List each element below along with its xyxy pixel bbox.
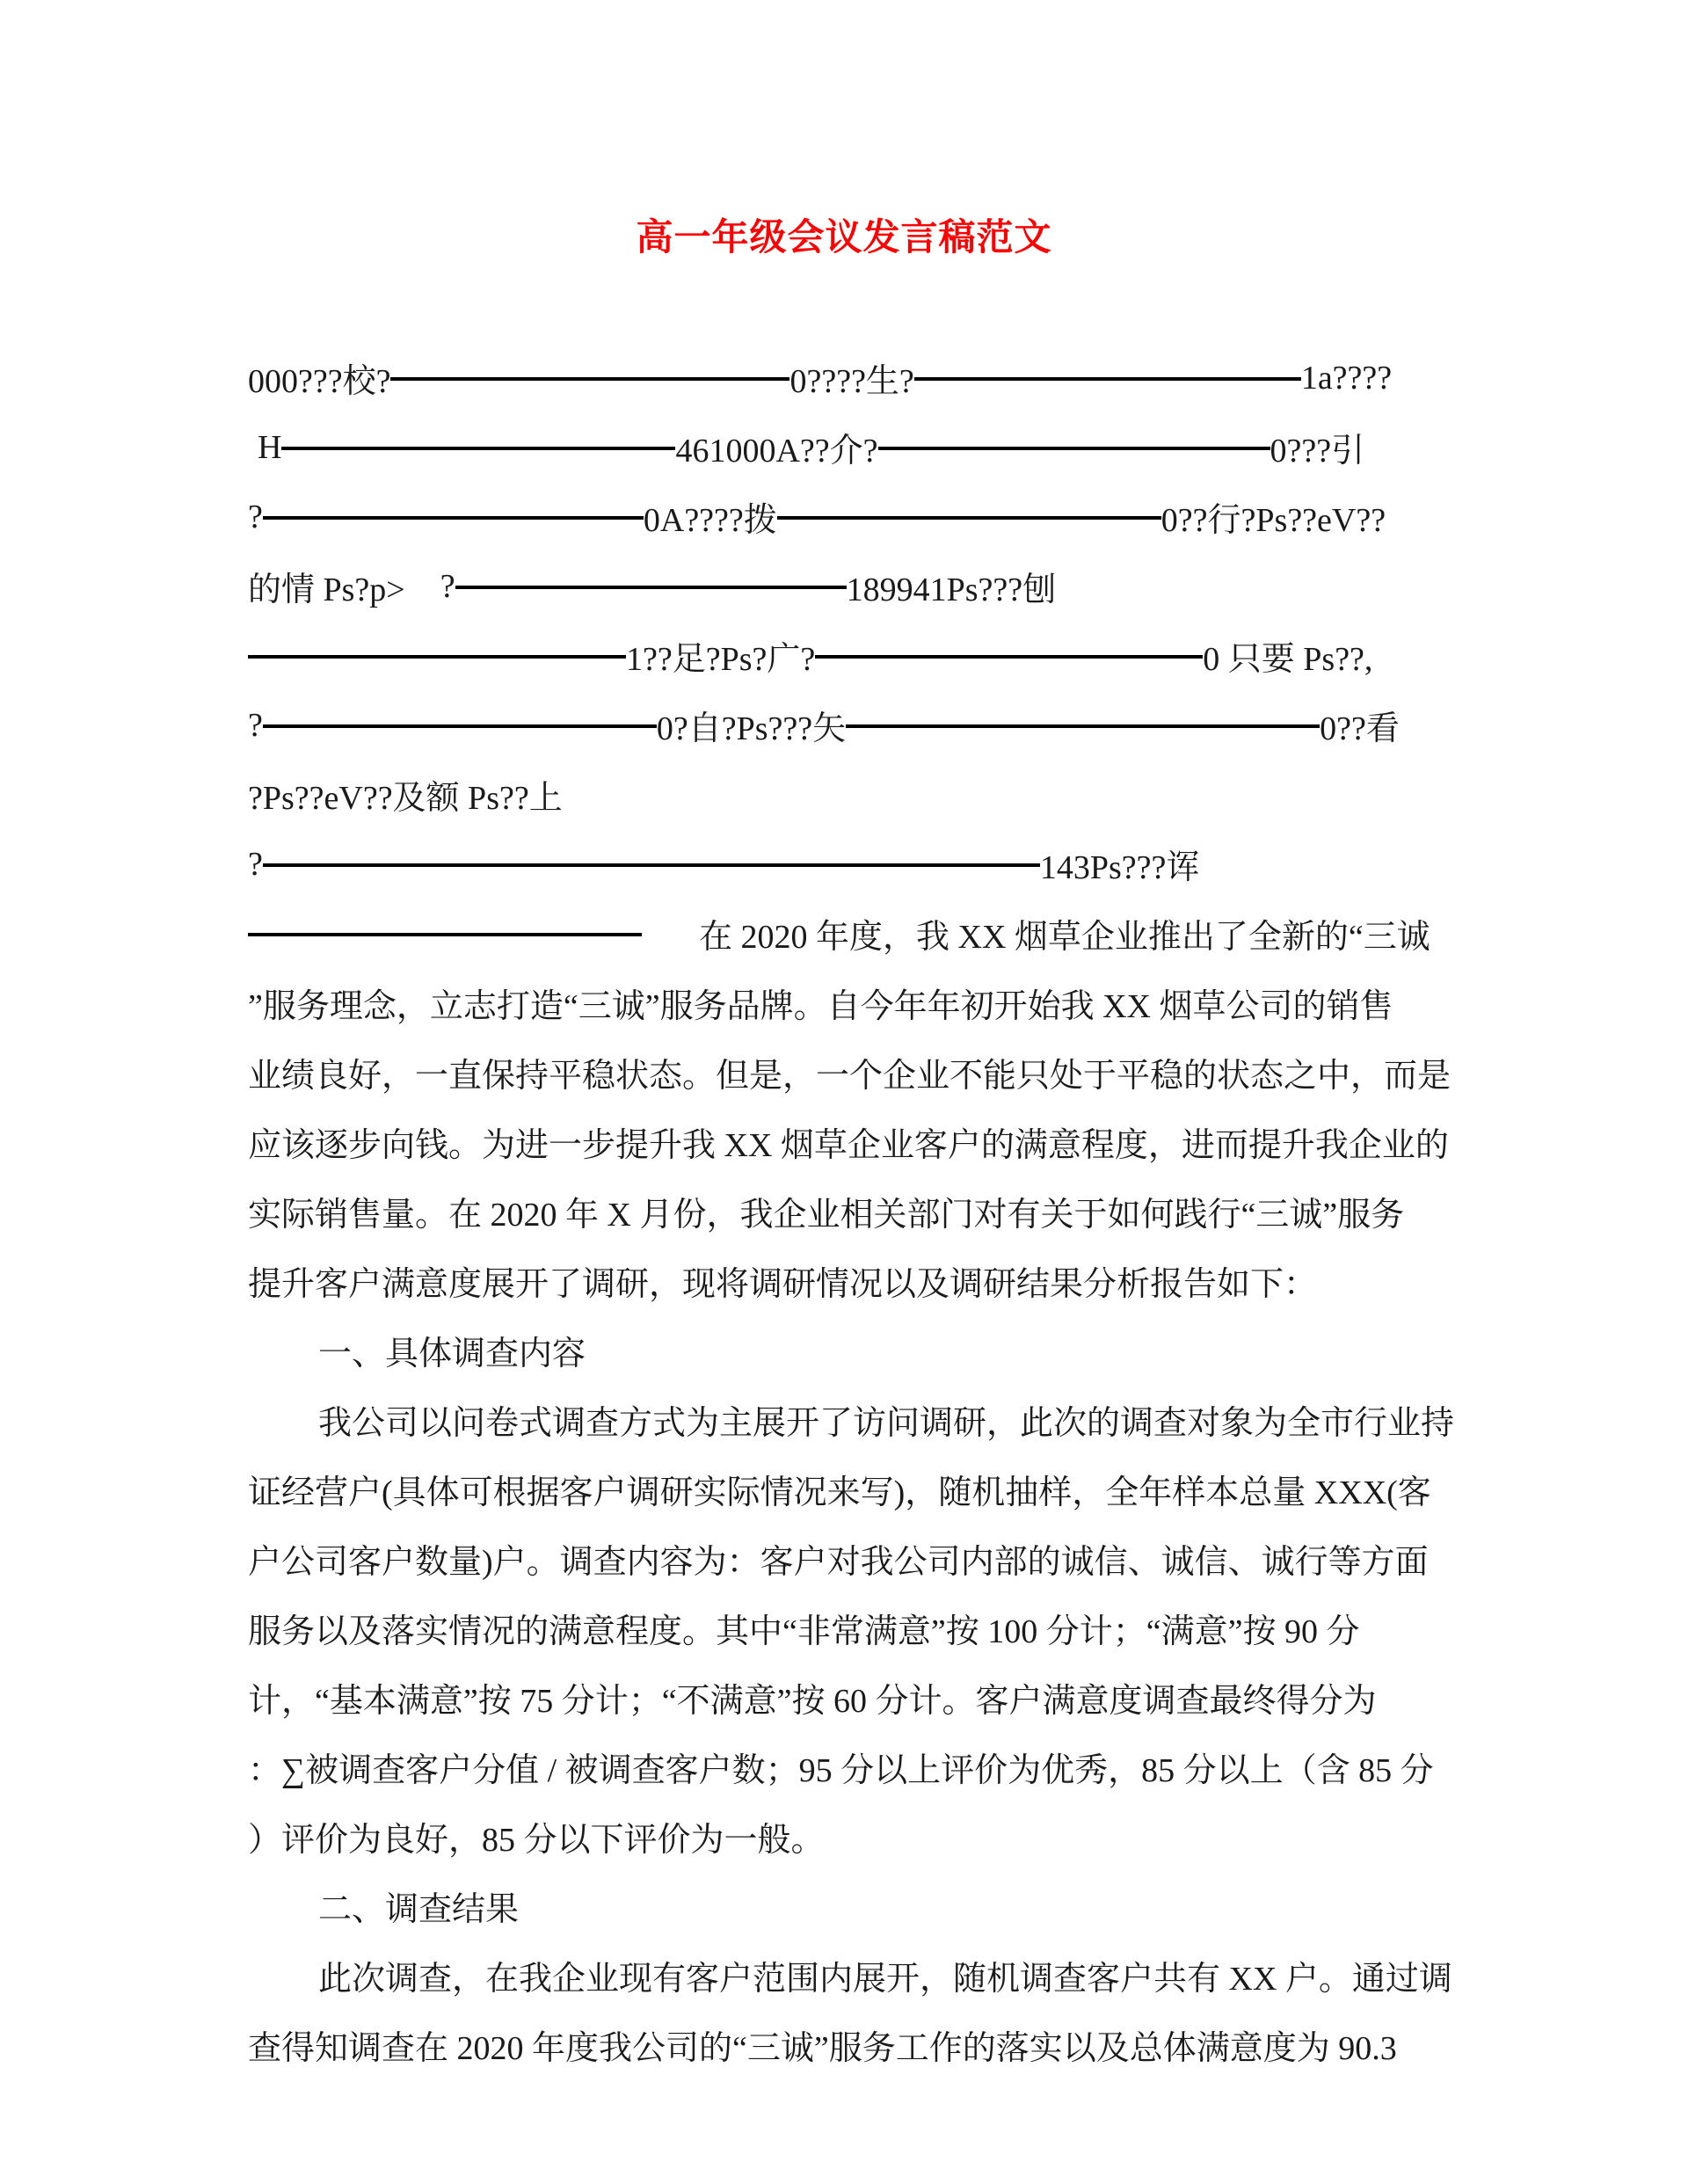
- text-line: [248, 1663, 1521, 1732]
- text-run: 查得知调查在 2020 年度我公司的“三诚”服务工作的落实以及总体满意度为 90.3: [248, 2030, 1397, 2067]
- horizontal-rule: [263, 516, 644, 520]
- text-run: 1??足?Ps?广?: [626, 641, 816, 678]
- text-run: 的情 Ps?p>: [248, 571, 405, 608]
- text-line: [248, 1802, 1521, 1871]
- text-line: [248, 1246, 1521, 1315]
- text-line: [248, 1871, 1521, 1940]
- text-run: 0??看: [1320, 710, 1400, 747]
- horizontal-rule: [846, 724, 1320, 728]
- text-run: 户公司客户数量)户。调查内容为：客户对我公司内部的诚信、诚信、诚行等方面: [248, 1544, 1429, 1581]
- gap-spacer: [642, 932, 699, 935]
- text-line: [248, 899, 1521, 968]
- text-run: 1a????: [1300, 359, 1393, 397]
- text-run: ?: [248, 706, 263, 744]
- text-run: 服务以及落实情况的满意程度。其中“非常满意”按 100 分计；“满意”按 90 分: [248, 1613, 1360, 1650]
- text-run: 证经营户(具体可根据客户调研实际情况来写)，随机抽样，全年样本总量 XXX(客: [248, 1474, 1431, 1511]
- text-run: 0A????拨: [643, 502, 777, 539]
- text-line: [248, 1037, 1521, 1107]
- text-line: [248, 1454, 1521, 1524]
- text-run: 143Ps???诨: [1039, 849, 1200, 886]
- text-line: [248, 343, 1521, 412]
- text-run: 0???引: [1270, 433, 1365, 470]
- horizontal-rule: [777, 516, 1161, 520]
- horizontal-rule: [281, 447, 675, 450]
- text-run: 此次调查，在我企业现有客户范围内展开，随机调查客户共有 XX 户。通过调: [318, 1961, 1452, 1998]
- text-run: 我公司以问卷式调查方式为主展开了访问调研，此次的调查对象为全市行业持: [318, 1405, 1455, 1442]
- text-run: 业绩良好，一直保持平稳状态。但是，一个企业不能只处于平稳的状态之中，而是: [248, 1058, 1452, 1095]
- text-line: [248, 412, 1521, 482]
- text-line: [248, 1107, 1521, 1176]
- text-line: [248, 621, 1521, 690]
- text-line: [248, 1385, 1521, 1454]
- blank-line: [0, 273, 1688, 343]
- horizontal-rule: [248, 933, 642, 936]
- text-run: 0????生?: [789, 363, 914, 400]
- text-line: [248, 1593, 1521, 1663]
- horizontal-rule: [878, 447, 1270, 450]
- text-line: [248, 482, 1521, 551]
- text-run: ?: [248, 498, 263, 535]
- text-run: 二、调查结果: [318, 1891, 520, 1928]
- text-line: [248, 1524, 1521, 1593]
- text-line: [248, 1732, 1521, 1802]
- text-run: 0??行?Ps??eV??: [1160, 502, 1386, 539]
- document-title: 高一年级会议发言稿范文: [636, 218, 1052, 258]
- text-line: [248, 551, 1521, 621]
- text-run: ?Ps??eV??及额 Ps??上: [248, 780, 563, 817]
- text-run: ?: [248, 845, 263, 883]
- text-run: ?: [440, 567, 455, 605]
- horizontal-rule: [263, 863, 1040, 867]
- horizontal-rule: [390, 377, 789, 381]
- text-line: [248, 1315, 1521, 1385]
- text-run: ”服务理念，立志打造“三诚”服务品牌。自今年年初开始我 XX 烟草公司的销售: [248, 988, 1393, 1025]
- text-run: 0 只要 Ps??,: [1203, 641, 1373, 678]
- text-line: [248, 2010, 1521, 2079]
- text-run: 提升客户满意度展开了调研，现将调研情况以及调研结果分析报告如下：: [248, 1266, 1318, 1303]
- text-line: [248, 690, 1521, 760]
- text-run: 在 2020 年度，我 XX 烟草企业推出了全新的“三诚: [699, 919, 1430, 956]
- text-line: [248, 829, 1521, 899]
- text-run: 000???校?: [248, 363, 391, 400]
- text-run: 0?自?Ps???矢: [656, 710, 847, 747]
- document-body: [0, 343, 1688, 2079]
- horizontal-rule: [815, 655, 1203, 659]
- horizontal-rule: [248, 655, 626, 659]
- text-line: [248, 968, 1521, 1037]
- text-run: 计，“基本满意”按 75 分计；“不满意”按 60 分计。客户满意度调查最终得分为: [248, 1683, 1377, 1720]
- text-run: 一、具体调查内容: [318, 1336, 586, 1372]
- horizontal-rule: [263, 724, 657, 728]
- text-run: H: [258, 428, 282, 466]
- text-line: [248, 1176, 1521, 1246]
- text-line: [248, 1940, 1521, 2010]
- text-line: [248, 760, 1521, 829]
- text-run: 实际销售量。在 2020 年 X 月份，我企业相关部门对有关于如何践行“三诚”服务: [248, 1197, 1405, 1234]
- horizontal-rule: [914, 377, 1301, 381]
- horizontal-rule: [455, 586, 847, 589]
- text-run: 189941Ps???刨: [846, 571, 1057, 608]
- text-run: ）评价为良好，85 分以下评价为一般。: [248, 1822, 825, 1859]
- text-run: ：∑被调查客户分值 / 被调查客户数；95 分以上评价为优秀，85 分以上（含 85 分: [248, 1752, 1434, 1789]
- text-run: 461000A??介?: [675, 433, 878, 470]
- gap-spacer: [405, 585, 440, 588]
- text-run: 应该逐步向钱。为进一步提升我 XX 烟草企业客户的满意程度，进而提升我企业的: [248, 1127, 1449, 1164]
